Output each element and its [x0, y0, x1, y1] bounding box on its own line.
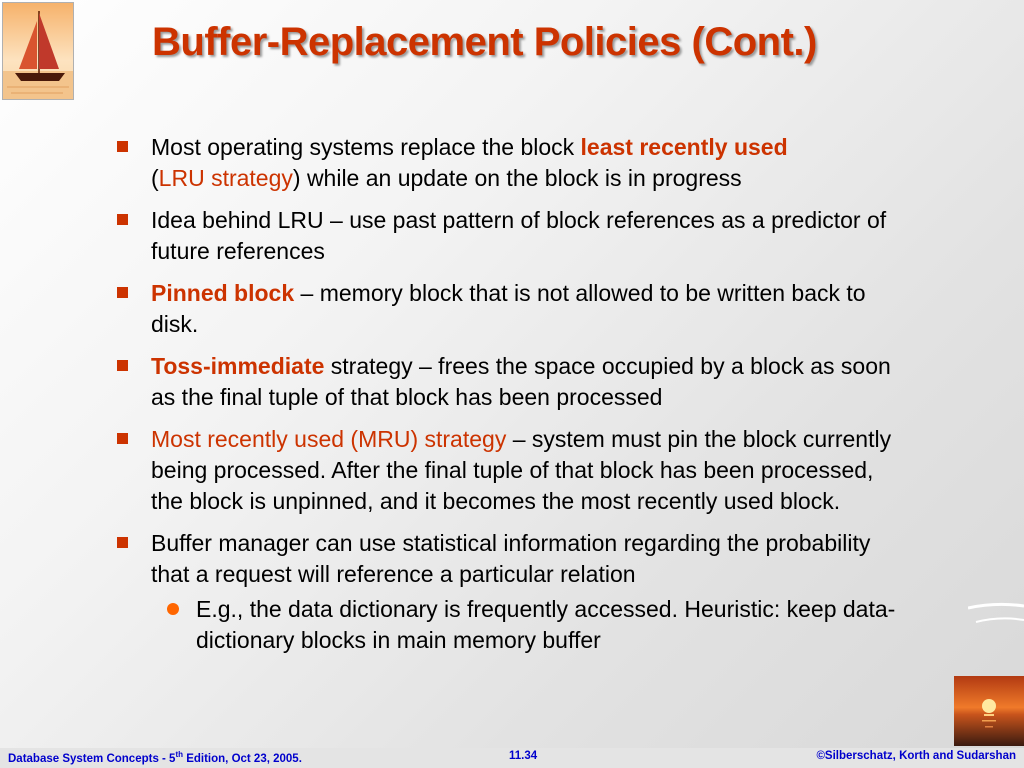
square-bullet-icon — [117, 433, 128, 444]
bullet-item — [110, 351, 910, 413]
bullet-item — [110, 205, 910, 267]
footer-left: Database System Concepts - 5th Edition, Oct 23, 2005. — [8, 750, 302, 765]
bullet-text: Most operating systems replace the block — [151, 134, 581, 160]
page-number: 11.34 — [509, 750, 538, 762]
sub-bullet-item — [110, 594, 910, 656]
slide-footer — [0, 748, 1024, 768]
bullet-text: Buffer manager can use statistical information regarding the probability that a request will reference a particular relation — [151, 530, 871, 587]
sailboat-logo — [2, 2, 74, 100]
bullet-item — [110, 424, 910, 517]
footer-right: ©Silberschatz, Korth and Sudarshan — [816, 750, 1016, 762]
bullet-item — [110, 278, 910, 340]
highlight-text: Pinned block — [151, 280, 295, 306]
highlight-text: Most recently used (MRU) strategy — [151, 426, 507, 452]
square-bullet-icon — [117, 537, 128, 548]
square-bullet-icon — [117, 287, 128, 298]
bullet-text: – system must pin the block currently being processed. After the final tuple of that block has been processed, the block is unpinned, and it becomes the most recently used block. — [151, 426, 892, 514]
square-bullet-icon — [117, 360, 128, 371]
bullet-text: strategy – frees the space occupied by a block as soon as the final tuple of that block has been processed — [151, 353, 891, 410]
square-bullet-icon — [117, 141, 128, 152]
bullet-item — [110, 528, 910, 590]
square-bullet-icon — [117, 214, 128, 225]
slide-title: Buffer-Replacement Policies (Cont.) — [152, 20, 817, 64]
round-bullet-icon — [167, 603, 179, 615]
highlight-text: least recently used — [580, 134, 788, 160]
bullet-text: ( — [151, 165, 159, 191]
highlight-text: Toss-immediate — [151, 353, 325, 379]
bullet-item — [110, 132, 910, 194]
bullet-text: – memory block that is not allowed to be written back to disk. — [151, 280, 866, 337]
bullet-text: Idea behind LRU – use past pattern of block references as a predictor of future references — [151, 207, 887, 264]
highlight-text: LRU strategy — [158, 165, 293, 191]
bullet-text: ) while an update on the block is in progress — [292, 165, 742, 191]
sunset-image — [954, 676, 1024, 746]
wave-decoration-icon — [968, 600, 1024, 640]
sub-bullet-text: E.g., the data dictionary is frequently accessed. Heuristic: keep data-dictionary blocks in main memory buffer — [196, 596, 896, 653]
slide-body — [110, 132, 910, 656]
